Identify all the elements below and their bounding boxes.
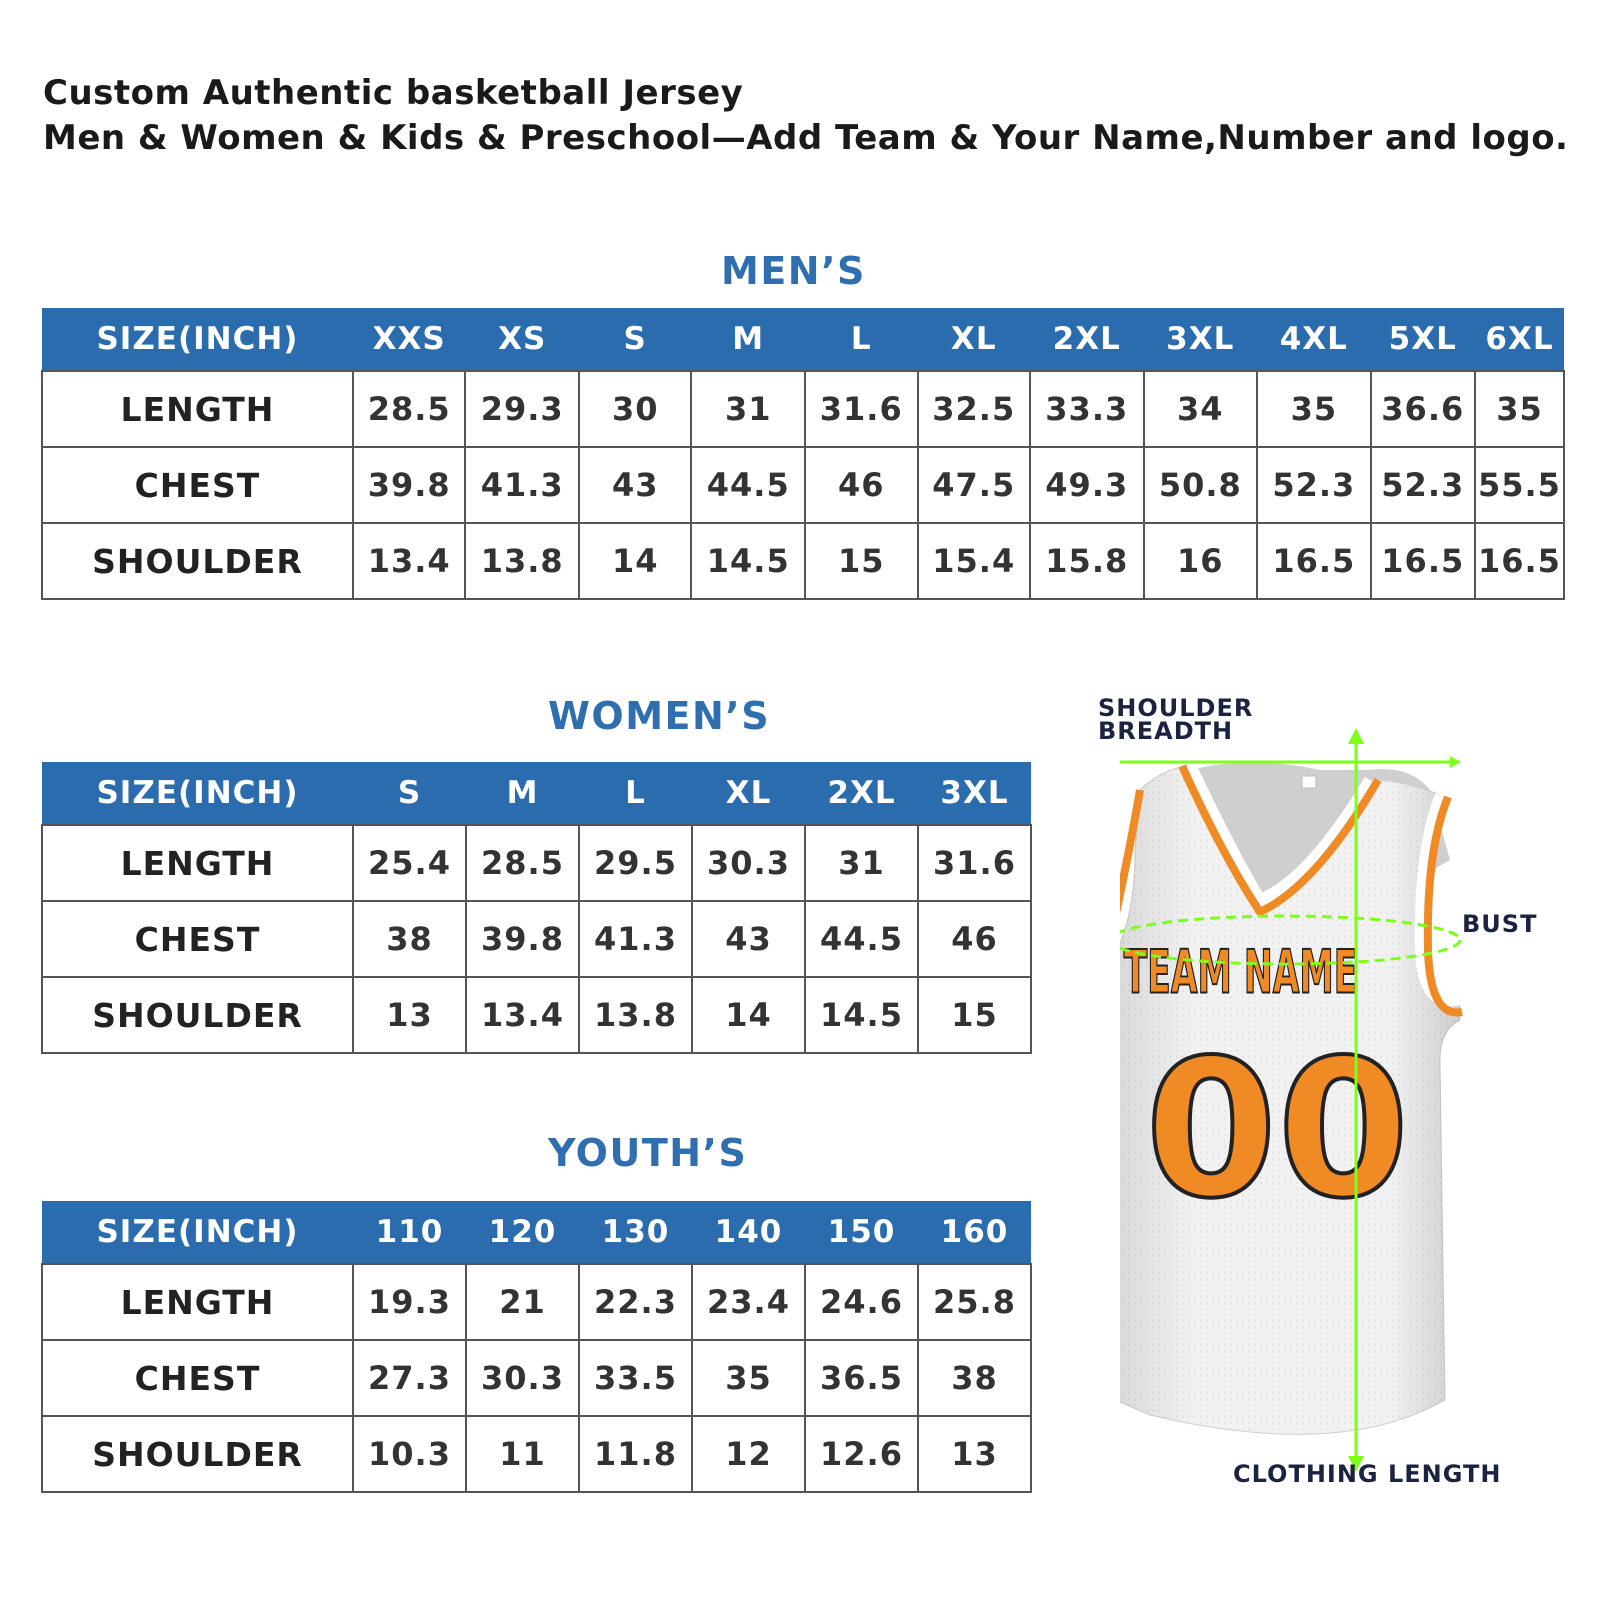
table-header-row bbox=[42, 762, 1031, 825]
table-cell: 39.8 bbox=[466, 901, 579, 977]
table-cell: 21 bbox=[466, 1264, 579, 1340]
table-cell: 15 bbox=[918, 977, 1031, 1053]
table-cell: 11 bbox=[466, 1416, 579, 1492]
table-cell: 31 bbox=[691, 371, 805, 447]
table-cell: 14 bbox=[692, 977, 805, 1053]
header-cell: 120 bbox=[466, 1201, 579, 1264]
table-cell: 52.3 bbox=[1257, 447, 1371, 523]
table-cell: 33.5 bbox=[579, 1340, 692, 1416]
title-line-2: Men & Women & Kids & Preschool—Add Team & Your Name,Number and logo. bbox=[43, 118, 1569, 158]
table-cell: 30 bbox=[579, 371, 692, 447]
table-cell: 13.4 bbox=[466, 977, 579, 1053]
header-cell: SIZE(INCH) bbox=[42, 762, 353, 825]
table-row bbox=[42, 1340, 1031, 1416]
table-cell: 11.8 bbox=[579, 1416, 692, 1492]
table-cell: 44.5 bbox=[691, 447, 805, 523]
table-header-row bbox=[42, 308, 1564, 371]
header-cell: 3XL bbox=[918, 762, 1031, 825]
youths-size-table bbox=[41, 1201, 1032, 1493]
header-cell: 3XL bbox=[1144, 308, 1258, 371]
mens-size-table bbox=[41, 308, 1565, 600]
header-cell: L bbox=[579, 762, 692, 825]
table-cell: 29.3 bbox=[465, 371, 579, 447]
table-row bbox=[42, 901, 1031, 977]
row-label: SHOULDER bbox=[42, 977, 353, 1053]
header-cell: XL bbox=[692, 762, 805, 825]
table-cell: 34 bbox=[1144, 371, 1258, 447]
header-cell: SIZE(INCH) bbox=[42, 1201, 353, 1264]
table-cell: 39.8 bbox=[353, 447, 466, 523]
table-row bbox=[42, 977, 1031, 1053]
bust-label: BUST bbox=[1462, 910, 1538, 938]
header-cell: S bbox=[579, 308, 692, 371]
table-cell: 25.8 bbox=[918, 1264, 1031, 1340]
row-label: SHOULDER bbox=[42, 1416, 353, 1492]
table-cell: 15 bbox=[805, 523, 918, 599]
youths-section-title: YOUTH’S bbox=[548, 1131, 748, 1175]
table-header-row bbox=[42, 1201, 1031, 1264]
womens-size-table bbox=[41, 762, 1032, 1054]
row-label: CHEST bbox=[42, 1340, 353, 1416]
table-cell: 13 bbox=[918, 1416, 1031, 1492]
table-cell: 36.5 bbox=[805, 1340, 918, 1416]
table-cell: 36.6 bbox=[1371, 371, 1475, 447]
row-label: CHEST bbox=[42, 901, 353, 977]
table-row bbox=[42, 371, 1564, 447]
title-line-1: Custom Authentic basketball Jersey bbox=[43, 73, 744, 113]
header-cell: M bbox=[466, 762, 579, 825]
header-cell: 150 bbox=[805, 1201, 918, 1264]
table-cell: 31 bbox=[805, 825, 918, 901]
row-label: SHOULDER bbox=[42, 523, 353, 599]
row-label: LENGTH bbox=[42, 825, 353, 901]
table-cell: 31.6 bbox=[805, 371, 918, 447]
header-cell: 160 bbox=[918, 1201, 1031, 1264]
header-cell: 5XL bbox=[1371, 308, 1475, 371]
jersey-number: 00 bbox=[1145, 1019, 1410, 1240]
header-cell: 130 bbox=[579, 1201, 692, 1264]
table-cell: 38 bbox=[918, 1340, 1031, 1416]
table-cell: 35 bbox=[1257, 371, 1371, 447]
row-label: CHEST bbox=[42, 447, 353, 523]
table-cell: 12.6 bbox=[805, 1416, 918, 1492]
table-cell: 10.3 bbox=[353, 1416, 466, 1492]
table-cell: 52.3 bbox=[1371, 447, 1475, 523]
table-cell: 28.5 bbox=[466, 825, 579, 901]
jersey-illustration bbox=[1120, 700, 1580, 1540]
table-cell: 22.3 bbox=[579, 1264, 692, 1340]
shoulder-breadth-label-line2: BREADTH bbox=[1098, 717, 1234, 745]
mens-section-title: MEN’S bbox=[721, 249, 866, 293]
table-cell: 19.3 bbox=[353, 1264, 466, 1340]
table-cell: 13 bbox=[353, 977, 466, 1053]
header-cell: M bbox=[691, 308, 805, 371]
team-name-text: TEAM NAME bbox=[1123, 937, 1358, 1008]
table-cell: 14 bbox=[579, 523, 692, 599]
table-cell: 23.4 bbox=[692, 1264, 805, 1340]
table-cell: 50.8 bbox=[1144, 447, 1258, 523]
table-cell: 15.8 bbox=[1030, 523, 1144, 599]
table-cell: 16.5 bbox=[1371, 523, 1475, 599]
table-cell: 14.5 bbox=[691, 523, 805, 599]
table-cell: 38 bbox=[353, 901, 466, 977]
table-cell: 13.8 bbox=[465, 523, 579, 599]
table-row bbox=[42, 523, 1564, 599]
table-cell: 33.3 bbox=[1030, 371, 1144, 447]
table-cell: 46 bbox=[805, 447, 918, 523]
table-cell: 41.3 bbox=[465, 447, 579, 523]
table-cell: 30.3 bbox=[466, 1340, 579, 1416]
table-cell: 32.5 bbox=[918, 371, 1031, 447]
table-cell: 14.5 bbox=[805, 977, 918, 1053]
table-cell: 25.4 bbox=[353, 825, 466, 901]
jersey-measurement-diagram bbox=[1120, 700, 1580, 1540]
table-cell: 16.5 bbox=[1257, 523, 1371, 599]
header-cell: XS bbox=[465, 308, 579, 371]
table-cell: 16.5 bbox=[1475, 523, 1564, 599]
table-cell: 24.6 bbox=[805, 1264, 918, 1340]
table-cell: 15.4 bbox=[918, 523, 1031, 599]
header-cell: 140 bbox=[692, 1201, 805, 1264]
header-cell: 6XL bbox=[1475, 308, 1564, 371]
table-cell: 41.3 bbox=[579, 901, 692, 977]
header-cell: XXS bbox=[353, 308, 466, 371]
header-cell: S bbox=[353, 762, 466, 825]
header-cell: 110 bbox=[353, 1201, 466, 1264]
table-cell: 27.3 bbox=[353, 1340, 466, 1416]
header-cell: 4XL bbox=[1257, 308, 1371, 371]
table-cell: 43 bbox=[579, 447, 692, 523]
header-cell: SIZE(INCH) bbox=[42, 308, 353, 371]
table-cell: 29.5 bbox=[579, 825, 692, 901]
table-cell: 43 bbox=[692, 901, 805, 977]
header-cell: 2XL bbox=[805, 762, 918, 825]
table-cell: 47.5 bbox=[918, 447, 1031, 523]
table-cell: 46 bbox=[918, 901, 1031, 977]
table-cell: 55.5 bbox=[1475, 447, 1564, 523]
table-cell: 35 bbox=[1475, 371, 1564, 447]
row-label: LENGTH bbox=[42, 371, 353, 447]
table-cell: 35 bbox=[692, 1340, 805, 1416]
table-row bbox=[42, 825, 1031, 901]
table-cell: 31.6 bbox=[918, 825, 1031, 901]
header-cell: L bbox=[805, 308, 918, 371]
clothing-length-label: CLOTHING LENGTH bbox=[1233, 1460, 1502, 1488]
header-cell: XL bbox=[918, 308, 1031, 371]
table-row bbox=[42, 447, 1564, 523]
womens-section-title: WOMEN’S bbox=[548, 694, 771, 738]
table-row bbox=[42, 1416, 1031, 1492]
table-cell: 13.4 bbox=[353, 523, 466, 599]
table-cell: 16 bbox=[1144, 523, 1258, 599]
table-cell: 13.8 bbox=[579, 977, 692, 1053]
table-cell: 44.5 bbox=[805, 901, 918, 977]
row-label: LENGTH bbox=[42, 1264, 353, 1340]
table-row bbox=[42, 1264, 1031, 1340]
header-cell: 2XL bbox=[1030, 308, 1144, 371]
table-cell: 28.5 bbox=[353, 371, 466, 447]
table-cell: 30.3 bbox=[692, 825, 805, 901]
table-cell: 12 bbox=[692, 1416, 805, 1492]
table-cell: 49.3 bbox=[1030, 447, 1144, 523]
shoulder-breadth-label-line1: SHOULDER bbox=[1098, 694, 1254, 722]
